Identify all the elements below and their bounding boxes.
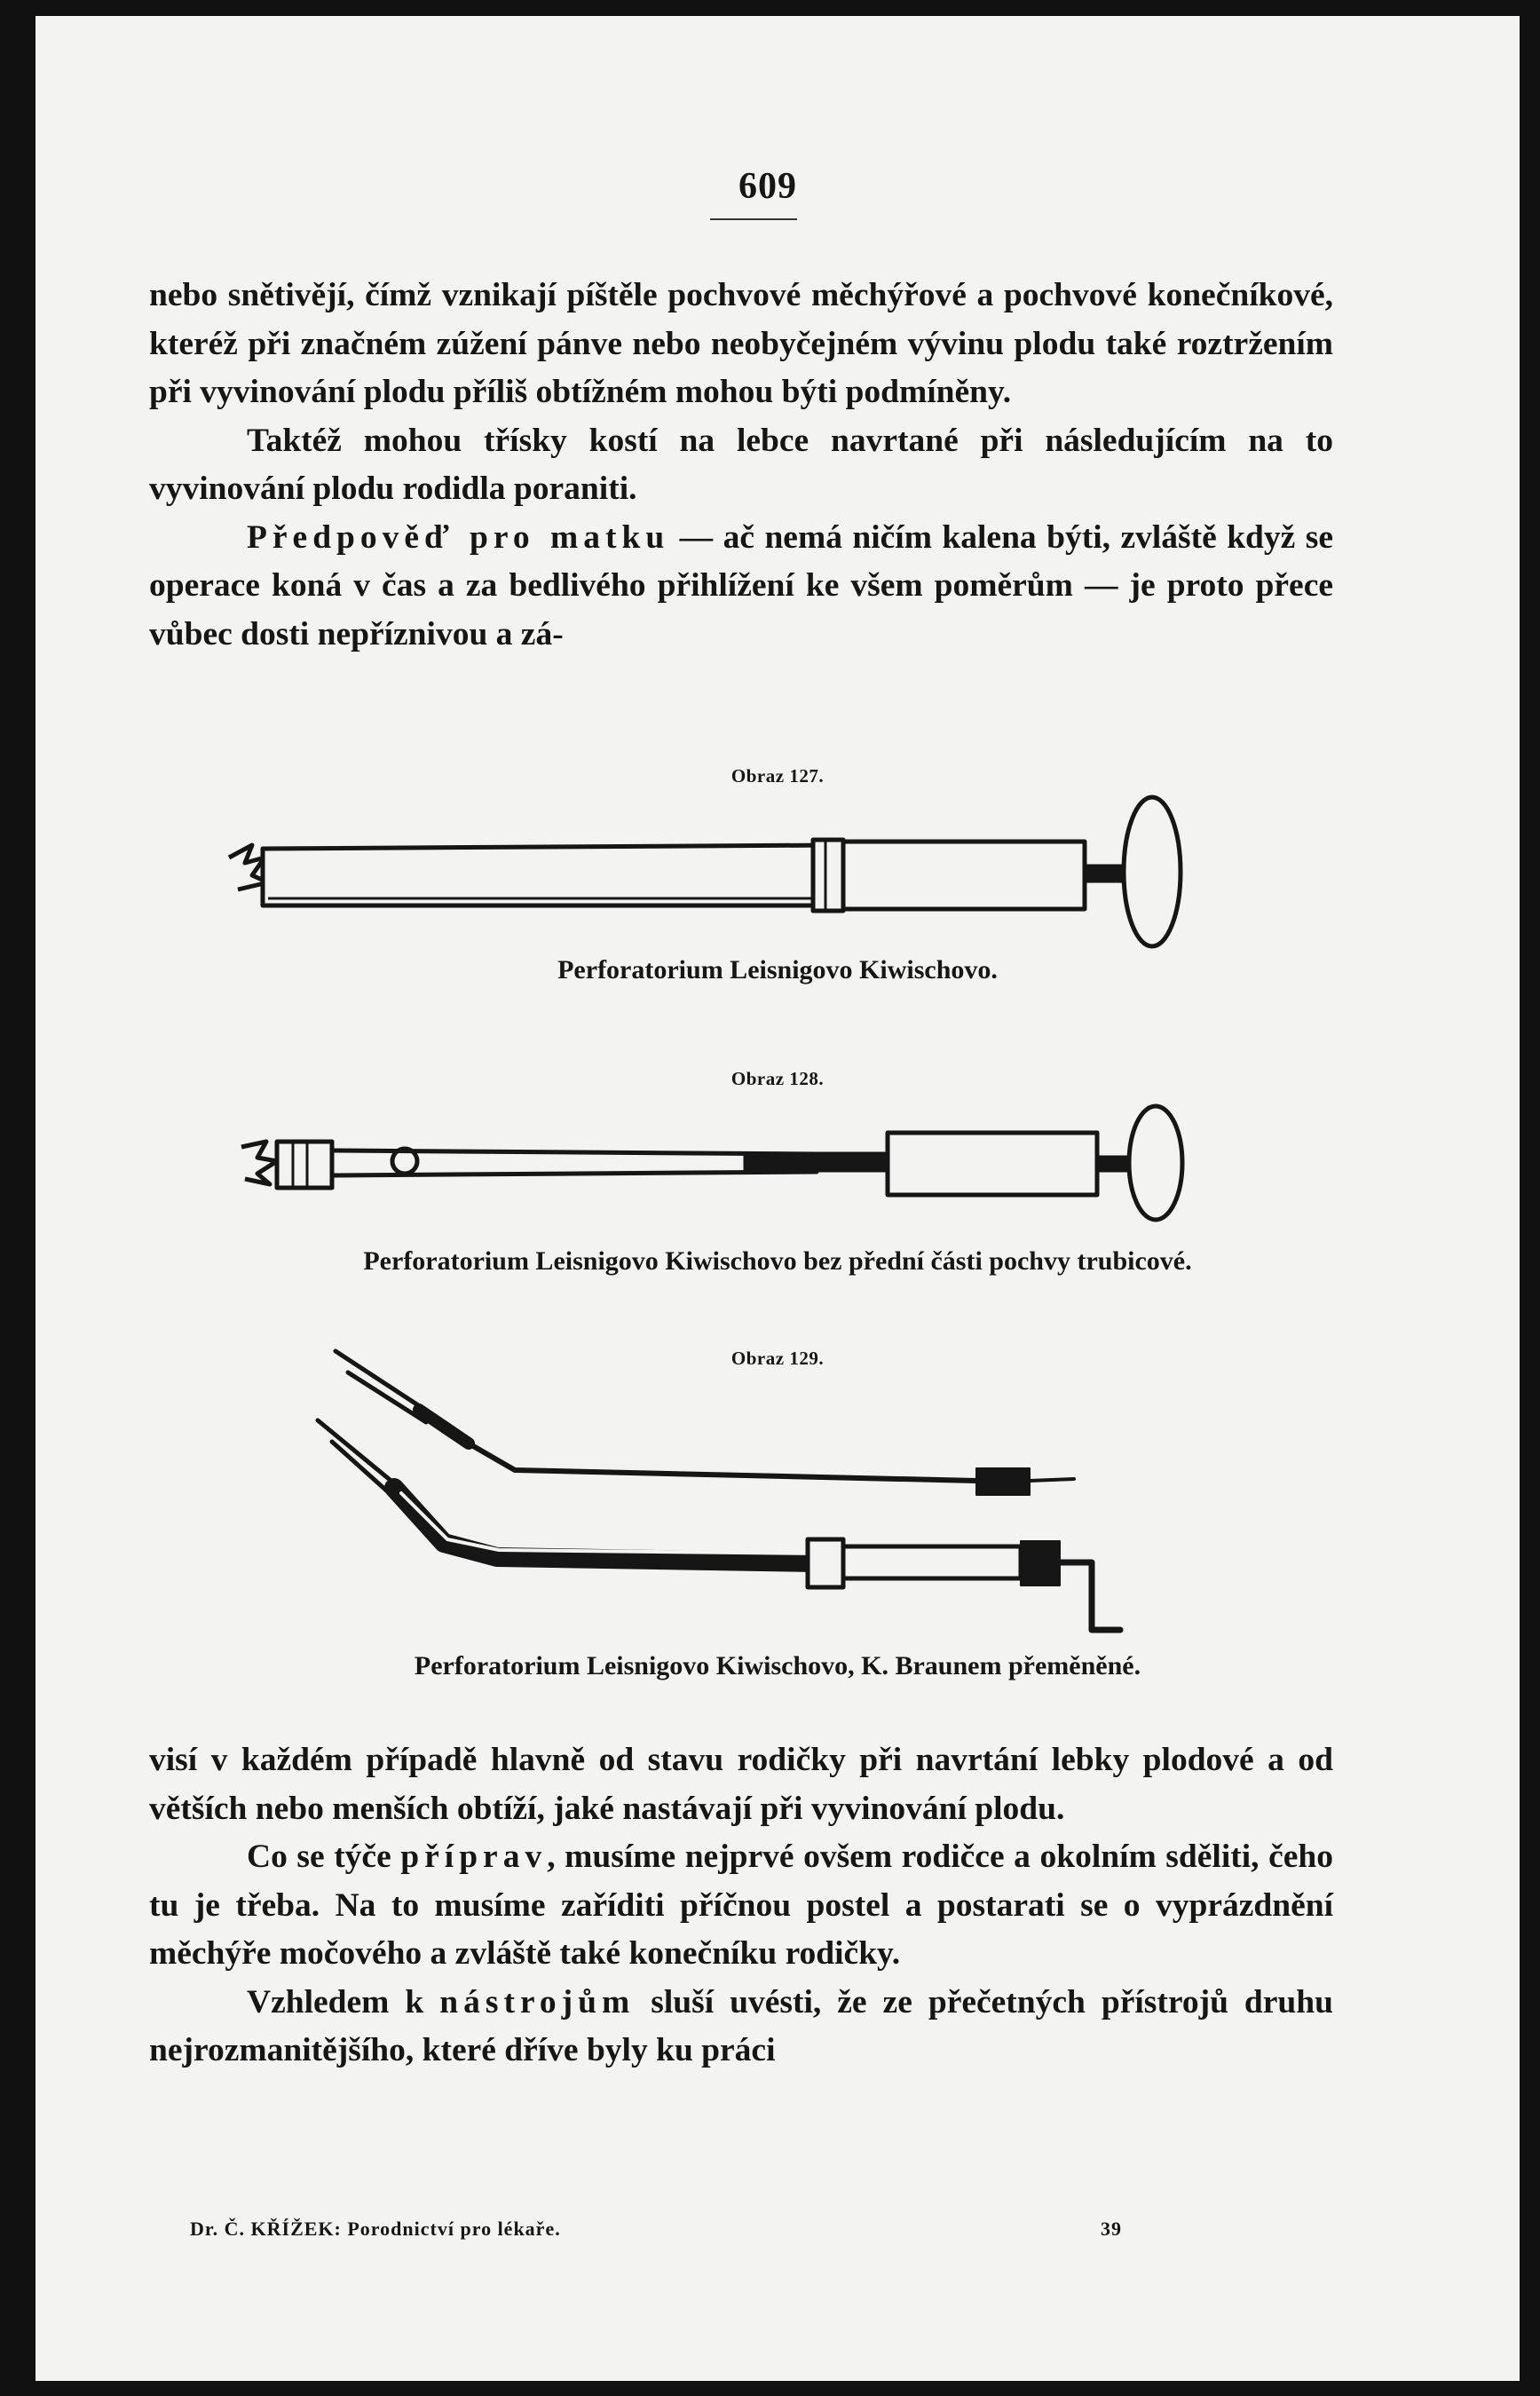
paragraph-fistulas: nebo snětivějí, čímž vznikají píštěle pochvové měchýřové a pochvové konečníkové, kteréž při značném zúžení pánve nebo neobyčejném vývinu plodu také roztržením při vyvinování plodu příliš obtížném mohou býti podmíněny.	[149, 277, 1333, 410]
text-block-top	[149, 272, 1333, 659]
paragraph-prognosis	[149, 514, 1333, 660]
paragraph-instruments	[149, 1979, 1333, 2076]
prognosis-rest: — ač nemá ničím kalena býti, zvláště když se operace koná v čas a za bedlivého přihlížení ke všem poměrům — je proto přece vůbec dosti nepříznivou a zá-	[149, 518, 1333, 652]
paragraph-bone-splinters: Taktéž mohou třísky kostí na lebce navrtané při následujícím na to vyvinování plodu rodidla poraniti.	[149, 422, 1333, 507]
text-block-bottom	[149, 1736, 1333, 2076]
figure-128-perforatorium-illustration	[36, 1090, 1520, 1223]
figure-127-perforatorium-illustration	[36, 787, 1520, 955]
figure-129-caption: Perforatorium Leisnigovo Kiwischovo, K. Braunem přeměněné.	[414, 1651, 1141, 1680]
preparations-spaced: příprav	[400, 1839, 548, 1875]
footer-signature-mark: 39	[1101, 2218, 1122, 2240]
figure-129-perforatorium-illustration	[36, 1330, 1520, 1649]
figure-127-label: Obraz 127.	[731, 765, 825, 787]
page-number: 609	[738, 166, 797, 207]
paragraph-preparations	[149, 1833, 1333, 1979]
figure-128-caption: Perforatorium Leisnigovo Kiwischovo bez přední části pochvy trubicové.	[363, 1246, 1192, 1276]
instruments-rest: sluší uvésti, že ze přečetných přístrojů druhu nejrozmanitějšího, které dříve byly ku práci	[149, 1983, 1333, 2068]
paragraph-continuation: visí v každém případě hlavně od stavu rodičky při navrtání lebky plodové a od větších nebo menších obtíží, jaké nastávají při vyvinování plodu.	[149, 1742, 1333, 1827]
figure-127-caption: Perforatorium Leisnigovo Kiwischovo.	[557, 955, 998, 984]
preparations-lead: Co se týče	[247, 1839, 401, 1875]
book-page	[36, 16, 1520, 2381]
instruments-lead: Vzhledem k	[247, 1983, 440, 2020]
footer-author-title: Dr. Č. KŘÍŽEK: Porodnictví pro lékaře.	[190, 2218, 561, 2240]
figure-129-label: Obraz 129.	[731, 1348, 825, 1369]
preparations-rest: , musíme nejprvé ovšem rodičce a okolním sděliti, čeho tu je třeba. Na to musíme zaříditi příčnou postel a postarati se o vyprázdnění měchýře močového a zvláště také konečníku rodičky.	[149, 1839, 1333, 1972]
figure-128-label: Obraz 128.	[731, 1068, 825, 1089]
instruments-spaced: nástrojům	[439, 1983, 636, 2020]
prognosis-spaced-lead: Předpověď pro matku	[247, 518, 670, 556]
page-number-rule	[710, 218, 797, 220]
